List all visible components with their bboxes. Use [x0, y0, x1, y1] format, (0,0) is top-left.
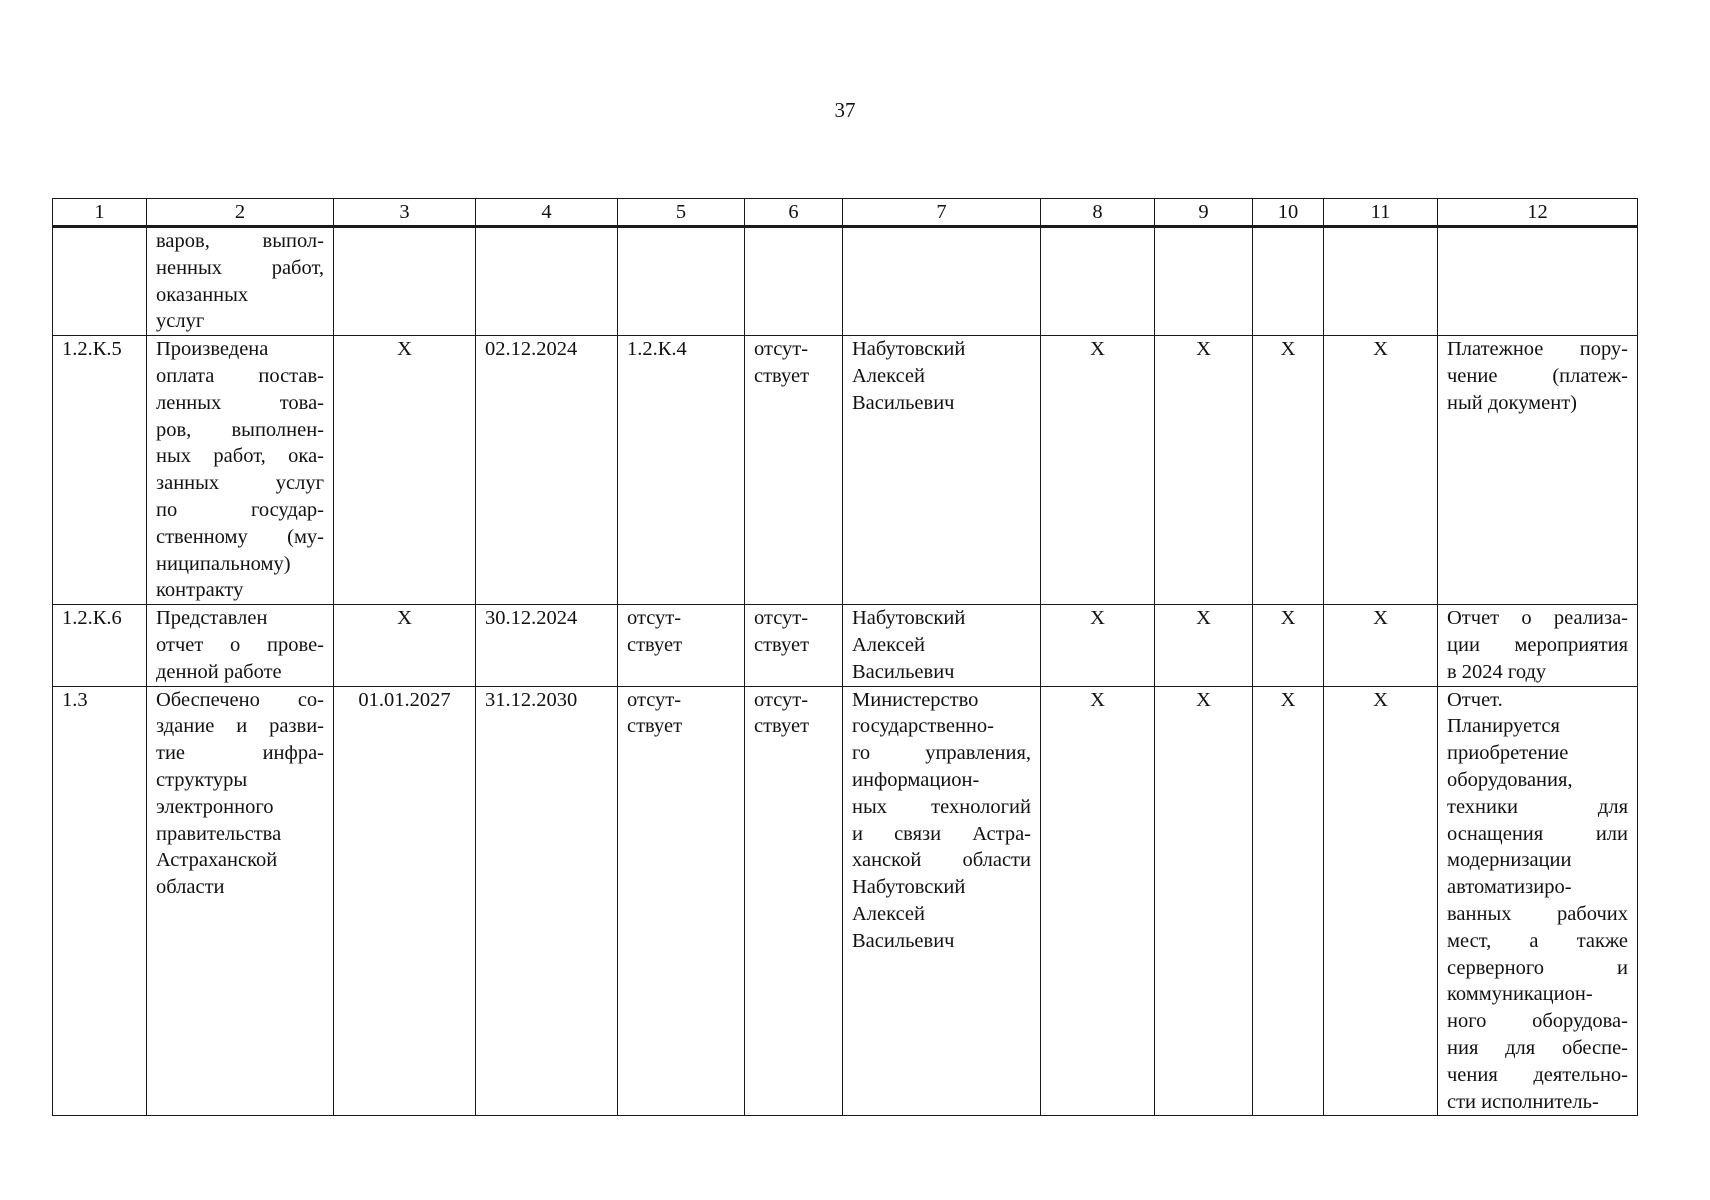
- table-row: [53, 336, 1638, 605]
- cell-text-line: отсут-: [627, 688, 682, 711]
- cell-text-line: оплата постав-: [156, 364, 324, 387]
- cell-text-line: ствует: [754, 633, 810, 656]
- cell-text-line: ниципальному): [156, 552, 291, 575]
- end-date-cell: 30.12.2024: [476, 605, 618, 686]
- cell-text-line: чение (платеж-: [1447, 364, 1628, 387]
- cell-text-line: ции мероприятия: [1447, 633, 1628, 656]
- col11-cell: X: [1324, 605, 1438, 686]
- cell-text-line: отсут-: [754, 607, 809, 630]
- cell-text-line: оказанных: [156, 283, 249, 306]
- table-row: [53, 605, 1638, 686]
- page-number: 37: [834, 98, 856, 122]
- cell-text-line: ствует: [754, 364, 810, 387]
- cell-text-line: и связи Астра-: [852, 822, 1031, 845]
- document-cell: [1438, 336, 1638, 605]
- activity-table: [52, 198, 1638, 1116]
- responsible-cell: [843, 336, 1041, 605]
- item-code-cell: 1.2.К.5: [53, 336, 147, 605]
- cell-text-line: Васильевич: [852, 660, 955, 683]
- cell-text-line: отсут-: [754, 688, 809, 711]
- column-header: 3: [334, 199, 476, 227]
- cell-text-line: Министерство: [852, 688, 979, 711]
- cell-text-line: ствует: [627, 633, 683, 656]
- cell-text-line: ненных работ,: [156, 256, 324, 279]
- cell-text-line: серверного и: [1447, 956, 1628, 979]
- cell-text-line: техники для: [1447, 795, 1628, 818]
- column-header: 11: [1324, 199, 1438, 227]
- col11-cell: X: [1324, 686, 1438, 1116]
- cell-text-line: ный документ): [1447, 391, 1577, 414]
- cell-text-line: Отчет о реализа-: [1447, 607, 1628, 630]
- cell-text-line: области: [156, 876, 225, 899]
- cell-text-line: правительства: [156, 822, 282, 845]
- cell-text-line: Астраханской: [156, 849, 278, 872]
- col10-cell: X: [1253, 605, 1324, 686]
- cell-text-line: Васильевич: [852, 929, 955, 952]
- col8-cell: X: [1041, 686, 1155, 1116]
- cell-text-line: Алексей: [852, 364, 926, 387]
- cell-text-line: тие инфра-: [156, 742, 324, 765]
- table-body: [53, 227, 1638, 1116]
- cell-text-line: отсут-: [754, 338, 809, 361]
- cell-text-line: Васильевич: [852, 391, 955, 414]
- cell-text-line: приобретение: [1447, 742, 1569, 765]
- cell-text-line: мест, а также: [1447, 929, 1628, 952]
- cell-text-line: Планируется: [1447, 715, 1560, 738]
- successor-cell: [745, 336, 843, 605]
- cell-text-line: информацион-: [852, 768, 980, 791]
- cell-text-line: Отчет.: [1447, 688, 1503, 711]
- col11-cell: [1324, 227, 1438, 336]
- item-code-cell: [53, 227, 147, 336]
- description-cell: [147, 605, 334, 686]
- cell-text-line: ного оборудова-: [1447, 1010, 1628, 1033]
- cell-text-line: Набутовский: [852, 607, 966, 630]
- cell-text-line: Алексей: [852, 902, 926, 925]
- end-date-cell: [476, 227, 618, 336]
- col8-cell: X: [1041, 336, 1155, 605]
- col10-cell: X: [1253, 336, 1324, 605]
- successor-cell: [745, 227, 843, 336]
- cell-text-line: Алексей: [852, 633, 926, 656]
- cell-text-line: в 2024 году: [1447, 660, 1547, 683]
- cell-text-line: оборудования,: [1447, 768, 1573, 791]
- responsible-cell: [843, 605, 1041, 686]
- table-header-row: [53, 199, 1638, 227]
- cell-text-line: ров, выполнен-: [156, 418, 324, 441]
- cell-text-line: денной работе: [156, 660, 282, 683]
- col8-cell: X: [1041, 605, 1155, 686]
- cell-text-line: государственно-: [852, 715, 994, 738]
- col10-cell: X: [1253, 686, 1324, 1116]
- col8-cell: [1041, 227, 1155, 336]
- description-cell: [147, 686, 334, 1116]
- col10-cell: [1253, 227, 1324, 336]
- cell-text-line: услуг: [156, 310, 205, 333]
- start-date-cell: X: [334, 605, 476, 686]
- document-cell: [1438, 605, 1638, 686]
- column-header: 5: [618, 199, 745, 227]
- cell-text-line: электронного: [156, 795, 274, 818]
- cell-text-line: коммуникацион-: [1447, 983, 1593, 1006]
- document-cell: [1438, 227, 1638, 336]
- start-date-cell: [334, 227, 476, 336]
- column-header: 8: [1041, 199, 1155, 227]
- column-header: 7: [843, 199, 1041, 227]
- responsible-cell: [843, 227, 1041, 336]
- cell-text-line: ных работ, ока-: [156, 445, 324, 468]
- cell-text-line: ния для обеспе-: [1447, 1036, 1628, 1059]
- col9-cell: X: [1155, 605, 1253, 686]
- responsible-cell: [843, 686, 1041, 1116]
- cell-text-line: ственному (му-: [156, 525, 324, 548]
- cell-text-line: Произведена: [156, 338, 269, 361]
- table-row: [53, 227, 1638, 336]
- cell-text-line: структуры: [156, 768, 248, 791]
- column-header: 6: [745, 199, 843, 227]
- col9-cell: X: [1155, 686, 1253, 1116]
- cell-text-line: контракту: [156, 579, 244, 602]
- start-date-cell: 01.01.2027: [334, 686, 476, 1116]
- cell-text-line: ствует: [627, 715, 683, 738]
- cell-text-line: занных услуг: [156, 472, 324, 495]
- description-cell: [147, 336, 334, 605]
- cell-text-line: варов, выпол-: [156, 230, 324, 252]
- cell-text-line: отсут-: [627, 607, 682, 630]
- column-header: 2: [147, 199, 334, 227]
- cell-text-line: здание и разви-: [156, 715, 324, 738]
- col9-cell: X: [1155, 336, 1253, 605]
- cell-text-line: отчет о прове-: [156, 633, 324, 656]
- column-header: 10: [1253, 199, 1324, 227]
- column-header: 4: [476, 199, 618, 227]
- cell-text-line: Представлен: [156, 607, 268, 630]
- predecessor-cell: [618, 227, 745, 336]
- cell-text-line: ствует: [754, 715, 810, 738]
- end-date-cell: 31.12.2030: [476, 686, 618, 1116]
- column-header: 1: [53, 199, 147, 227]
- cell-text-line: ленных това-: [156, 391, 324, 414]
- cell-text-line: сти исполнитель-: [1447, 1090, 1599, 1113]
- col9-cell: [1155, 227, 1253, 336]
- cell-text-line: Набутовский: [852, 876, 966, 899]
- successor-cell: [745, 686, 843, 1116]
- description-cell: [147, 227, 334, 336]
- cell-text-line: модернизации: [1447, 849, 1572, 872]
- col11-cell: X: [1324, 336, 1438, 605]
- start-date-cell: X: [334, 336, 476, 605]
- cell-text-line: Обеспечено со-: [156, 688, 324, 711]
- cell-text-line: Платежное пору-: [1447, 338, 1628, 361]
- predecessor-cell: 1.2.К.4: [618, 336, 745, 605]
- predecessor-cell: [618, 686, 745, 1116]
- successor-cell: [745, 605, 843, 686]
- predecessor-cell: [618, 605, 745, 686]
- cell-text-line: автоматизиро-: [1447, 876, 1572, 899]
- cell-text-line: чения деятельно-: [1447, 1063, 1628, 1086]
- cell-text-line: Набутовский: [852, 338, 966, 361]
- document-cell: [1438, 686, 1638, 1116]
- item-code-cell: 1.2.К.6: [53, 605, 147, 686]
- cell-text-line: ванных рабочих: [1447, 902, 1628, 925]
- cell-text-line: оснащения или: [1447, 822, 1628, 845]
- end-date-cell: 02.12.2024: [476, 336, 618, 605]
- cell-text-line: ханской области: [852, 849, 1031, 872]
- column-header: 9: [1155, 199, 1253, 227]
- cell-text-line: го управления,: [852, 742, 1031, 765]
- cell-text-line: ных технологий: [852, 795, 1031, 818]
- item-code-cell: 1.3: [53, 686, 147, 1116]
- table-row: [53, 686, 1638, 1116]
- column-header: 12: [1438, 199, 1638, 227]
- cell-text-line: по государ-: [156, 498, 324, 521]
